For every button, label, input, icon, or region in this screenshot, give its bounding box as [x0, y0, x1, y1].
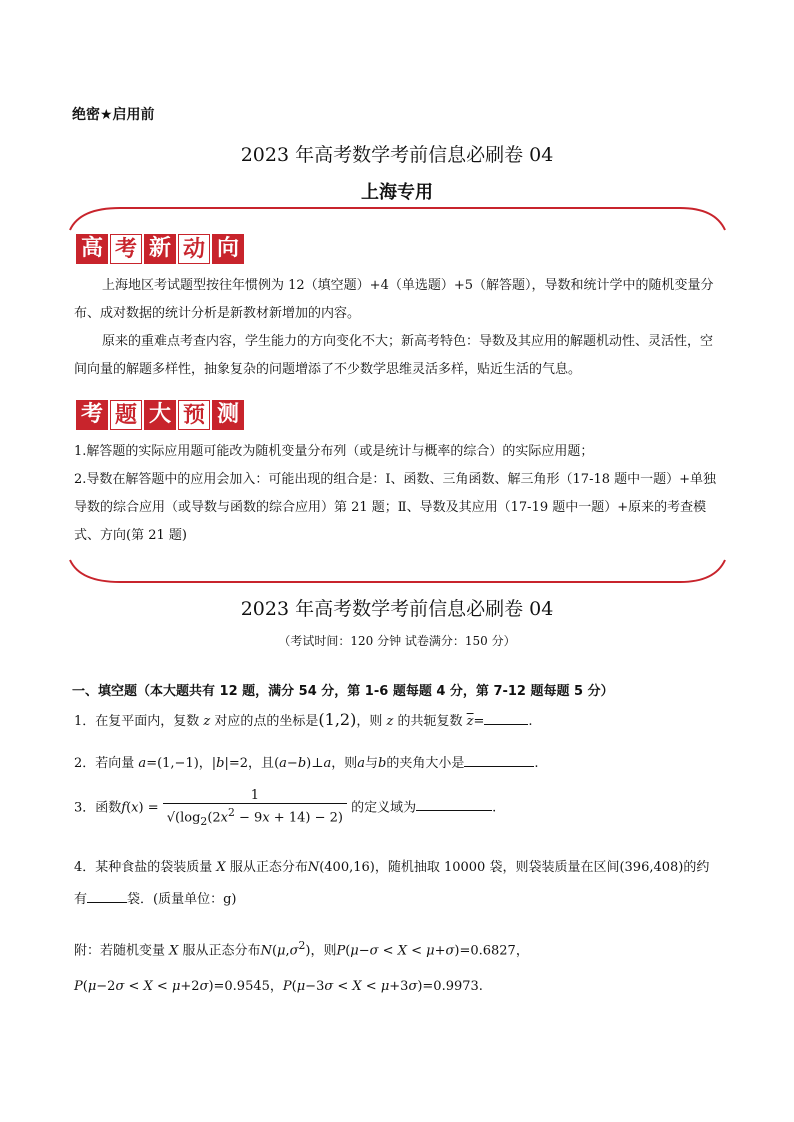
exam-title: 2023 年高考数学考前信息必刷卷 04 [240, 598, 554, 620]
badge-new-trend [76, 234, 246, 264]
badge-forecast [76, 400, 246, 430]
answer-blank[interactable] [416, 798, 492, 811]
badge-char: 新 [144, 234, 176, 264]
answer-blank[interactable] [484, 712, 528, 725]
trend-text [74, 272, 724, 384]
question-3: 3．函数f(x) = $\frac{1}{√(\log_2(2x^2 - 9x + 14) - 2)}$ 的定义域为 . [74, 788, 497, 828]
badge-char: 考 [76, 400, 108, 430]
question-4: 4．某种食盐的袋装质量 X 服从正态分布N(400,16)，随机抽取 10000 袋，则袋装质量在区间(396,408)的约 有 袋．(质量单位：g) [74, 860, 710, 907]
trend-paragraph: 原来的重难点考查内容，学生能力的方向变化不大；新高考特色：导数及其应用的解题机动性、灵活性，空间向量的解题多样性，抽象复杂的问题增添了不少数学思维灵活多样，贴近生活的气息。 [74, 334, 714, 377]
answer-blank[interactable] [87, 890, 127, 903]
page-subtitle: 上海专用 [361, 182, 433, 203]
secret-label: 绝密★启用前 [72, 107, 155, 123]
forecast-paragraph: 1.解答题的实际应用题可能改为随机变量分布列（或是统计与概率的综合）的实际应用题； [74, 444, 594, 459]
forecast-text [74, 438, 724, 550]
badge-char: 预 [178, 400, 210, 430]
badge-char: 向 [212, 234, 244, 264]
badge-char: 大 [144, 400, 176, 430]
forecast-paragraph: 2.导数在解答题中的应用会加入：可能出现的组合是：Ⅰ、函数、三角函数、解三角形（17-18 题中一题）+单独导数的综合应用（或导数与函数的综合应用）第 21 题；Ⅱ、导数及其应用（17-19 题中一题）+原来的考查模式、方向(第 21 题) [74, 472, 717, 543]
answer-blank[interactable] [464, 754, 534, 767]
badge-char: 考 [110, 234, 142, 264]
question-1: 1．在复平面内，复数 z 对应的点的坐标是(1,2)，则 z 的共轭复数 $\overline{z}=$ . [74, 710, 533, 729]
badge-char: 测 [212, 400, 244, 430]
trend-paragraph: 上海地区考试题型按往年惯例为 12（填空题）+4（单选题）+5（解答题），导数和统计学中的随机变量分布、成对数据的统计分析是新教材新增加的内容。 [74, 278, 714, 321]
page-title: 2023 年高考数学考前信息必刷卷 04 [240, 144, 554, 166]
section-heading: 一、填空题（本大题共有 12 题，满分 54 分，第 1-6 题每题 4 分，第 7-12 题每题 5 分） [72, 684, 614, 699]
question-2: 2．若向量 a=(1,−1)，|b|=2，且(a−b)⊥a，则a与b的夹角大小是 . [74, 756, 539, 771]
badge-char: 高 [76, 234, 108, 264]
question-4-note: 附：若随机变量 X 服从正态分布$N(\mu,\sigma^2)$，则P(μ−σ < X < μ+σ)=0.6827， P(μ−2σ < X < μ+2σ)=0.9545，P(μ−3σ < X < μ+3σ)=0.9973. [74, 939, 529, 995]
exam-time-info: （考试时间：120 分钟 试卷满分：150 分） [278, 634, 516, 648]
badge-char: 动 [178, 234, 210, 264]
badge-char: 题 [110, 400, 142, 430]
